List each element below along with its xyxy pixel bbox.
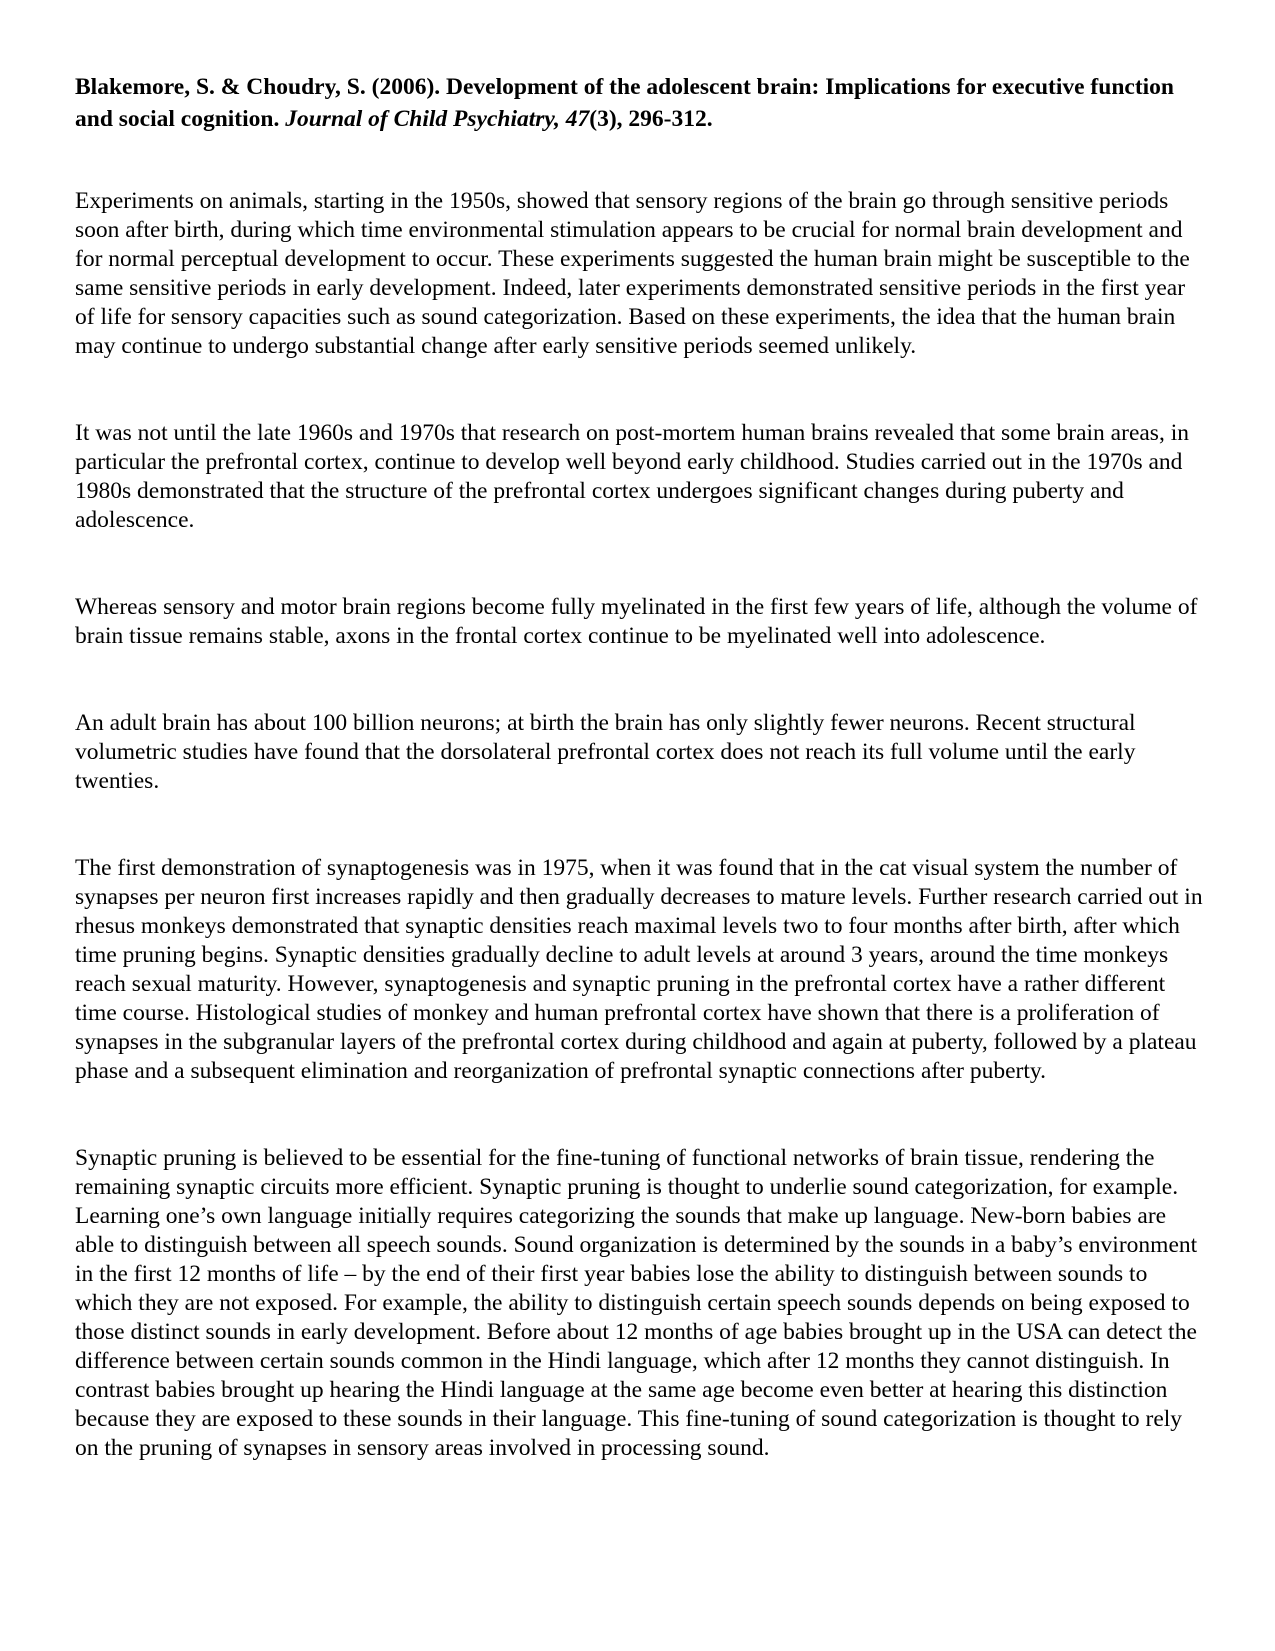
paragraph-synaptogenesis: The first demonstration of synaptogenesis was in 1975, when it was found that in the cat visual system the number of synapses per neuron first increases rapidly and then gradually decreases to mature levels. Further research carried out in rhesus monkeys demonstrated that synaptic densities reach maximal levels two to four months after birth, after which time pruning begins. Synaptic densities gradually decline to adult levels at around 3 years, around the time monkeys reach sexual maturity. However, synaptogenesis and synaptic pruning in the prefrontal cortex have a rather different time course. Histological studies of monkey and human prefrontal cortex have shown that there is a proliferation of synapses in the subgranular layers of the prefrontal cortex during childhood and again at puberty, followed by a plateau phase and a subsequent elimination and reorganization of prefrontal synaptic connections after puberty. — [75, 855, 1203, 1084]
citation-heading — [75, 71, 1210, 135]
paragraph-myelination: Whereas sensory and motor brain regions become fully myelinated in the first few years of life, although the volume of brain tissue remains stable, axons in the frontal cortex continue to be myelinated well into adolescence. — [75, 594, 1198, 649]
citation-issue-pages: (3), 296-312. — [589, 106, 713, 132]
paragraph-synaptic-pruning: Synaptic pruning is believed to be essential for the fine-tuning of functional networks of brain tissue, rendering the remaining synaptic circuits more efficient. Synaptic pruning is thought to underlie sound categorization, for example. Learning one’s own language initially requires categorizing the sounds that make up language. New-born babies are able to distinguish between all speech sounds. Sound organization is determined by the sounds in a baby’s environment in the first 12 months of life – by the end of their first year babies lose the ability to distinguish between sounds to which they are not exposed. For example, the ability to distinguish certain speech sounds depends on being exposed to those distinct sounds in early development. Before about 12 months of age babies brought up in the USA can detect the difference between certain sounds common in the Hindi language, which after 12 months they cannot distinguish. In contrast babies brought up hearing the Hindi language at the same age become even better at hearing this distinction because they are exposed to these sounds in their language. This fine-tuning of sound categorization is thought to rely on the pruning of synapses in sensory areas involved in processing sound. — [75, 1145, 1198, 1461]
paragraph-sensitive-periods: Experiments on animals, starting in the 1950s, showed that sensory regions of the brain go through sensitive periods soon after birth, during which time environmental stimulation appears to be crucial for normal brain development and for normal perceptual development to occur. These experiments suggested the human brain might be susceptible to the same sensitive periods in early development. Indeed, later experiments demonstrated sensitive periods in the first year of life for sensory capacities such as sound categorization. Based on these experiments, the idea that the human brain may continue to undergo substantial change after early sensitive periods seemed unlikely. — [75, 188, 1190, 359]
citation-authors-title: Blakemore, S. & Choudry, S. (2006). Development of the adolescent brain: Implications for executive function and social cognition. — [75, 74, 1175, 132]
paragraph-prefrontal-development: It was not until the late 1960s and 1970s that research on post-mortem human brains revealed that some brain areas, in particular the prefrontal cortex, continue to develop well beyond early childhood. Studies carried out in the 1970s and 1980s demonstrated that the structure of the prefrontal cortex undergoes significant changes during puberty and adolescence. — [75, 420, 1189, 533]
citation-journal: Journal of Child Psychiatry, 47 — [285, 106, 590, 132]
paragraph-neuron-count: An adult brain has about 100 billion neurons; at birth the brain has only slightly fewer neurons. Recent structural volumetric studies have found that the dorsolateral prefrontal cortex does not reach its full volume until the early twenties. — [75, 710, 1136, 794]
document-page — [75, 71, 1210, 1463]
